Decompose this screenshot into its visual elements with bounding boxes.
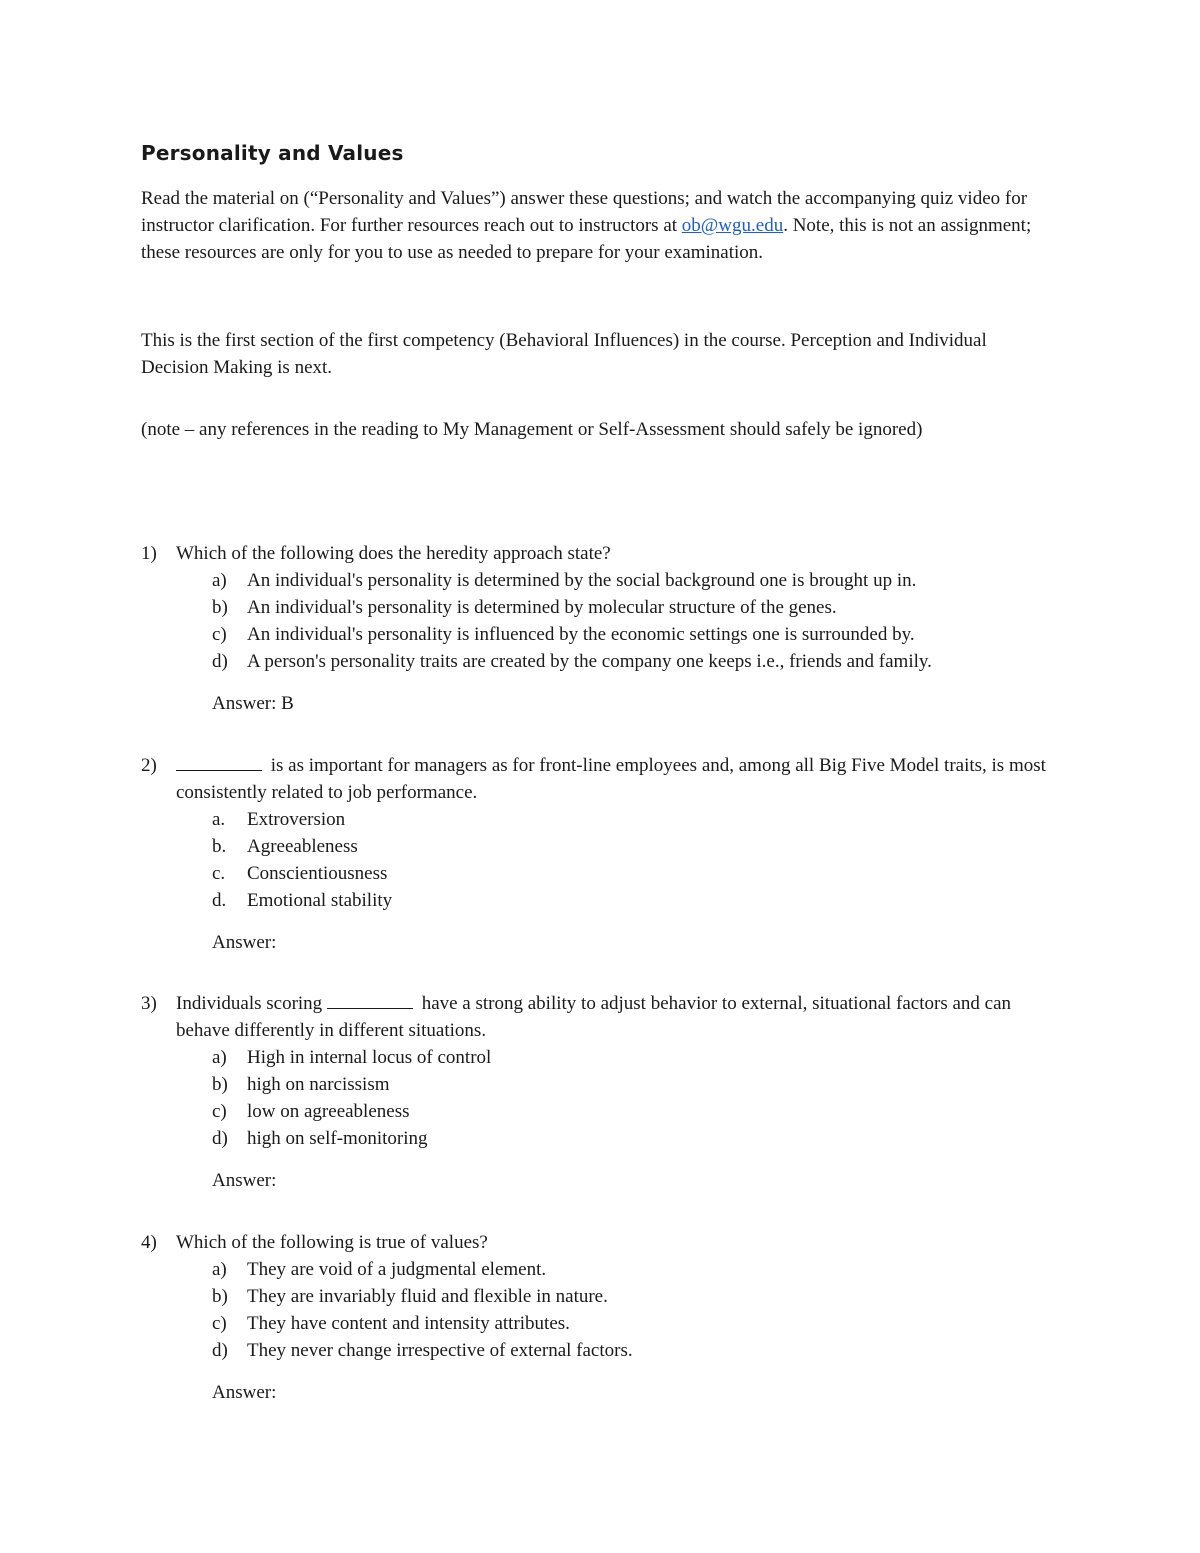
question-stem xyxy=(141,990,1051,1044)
option-text: Conscientiousness xyxy=(247,863,388,884)
question-number: 2) xyxy=(141,755,157,776)
option-c xyxy=(141,621,1051,648)
option-text: high on self-monitoring xyxy=(247,1128,428,1149)
option-c xyxy=(141,1098,1051,1125)
option-letter: c) xyxy=(212,624,227,645)
option-letter: a) xyxy=(212,570,227,591)
intro-text-end: . Note, this is not an assignment; these resources are only for you to use as needed to prepare for your examination. xyxy=(141,215,1032,263)
option-letter: a. xyxy=(212,809,226,830)
option-text: A person's personality traits are created by the company one keeps i.e., friends and family. xyxy=(247,651,932,672)
intro-text-start: Read the material on (“Personality and Values”) answer these questions; and watch the accompanying quiz video for instructor clarification. For further resources reach out to instructors at xyxy=(141,188,1028,236)
option-letter: b. xyxy=(212,836,227,857)
option-b xyxy=(141,594,1051,621)
option-d xyxy=(141,887,1051,914)
question-number: 3) xyxy=(141,993,157,1014)
question-text: is as important for managers as for front-line employees and, among all Big Five Model traits, is most consistently related to job performance. xyxy=(176,755,1046,803)
option-letter: c. xyxy=(212,863,226,884)
question-text: Which of the following does the heredity approach state? xyxy=(176,543,611,564)
option-text: An individual's personality is determined by the social background one is brought up in. xyxy=(247,570,917,591)
option-letter: d. xyxy=(212,890,227,911)
option-letter: c) xyxy=(212,1101,227,1122)
option-a xyxy=(141,1256,1051,1283)
option-letter: b) xyxy=(212,597,228,618)
option-list xyxy=(141,567,1051,675)
option-d xyxy=(141,1337,1051,1364)
question-stem xyxy=(141,752,1051,806)
page-title: Personality and Values xyxy=(141,141,404,165)
option-list xyxy=(141,1256,1051,1364)
option-text: They never change irrespective of external factors. xyxy=(247,1340,633,1361)
question-text-start: Individuals scoring xyxy=(176,993,327,1014)
fill-in-blank xyxy=(327,990,413,1009)
section-note: This is the first section of the first competency (Behavioral Influences) in the course. Perception and Individual Decision Making is next. xyxy=(141,330,987,378)
question-stem xyxy=(141,540,1051,567)
answer-line: Answer: B xyxy=(212,693,294,714)
option-text: They are void of a judgmental element. xyxy=(247,1259,547,1280)
question-4 xyxy=(141,1229,1051,1406)
answer-line: Answer: xyxy=(212,1382,277,1403)
option-text: An individual's personality is determined by molecular structure of the genes. xyxy=(247,597,837,618)
option-letter: d) xyxy=(212,651,228,672)
option-letter: a) xyxy=(212,1259,227,1280)
option-d xyxy=(141,648,1051,675)
option-text: An individual's personality is influenced by the economic settings one is surrounded by. xyxy=(247,624,915,645)
answer-line: Answer: xyxy=(212,1170,277,1191)
option-text: high on narcissism xyxy=(247,1074,390,1095)
option-text: Extroversion xyxy=(247,809,346,830)
option-letter: c) xyxy=(212,1313,227,1334)
option-letter: b) xyxy=(212,1074,228,1095)
option-b xyxy=(141,833,1051,860)
question-number: 4) xyxy=(141,1232,157,1253)
question-1 xyxy=(141,540,1051,717)
option-text: High in internal locus of control xyxy=(247,1047,492,1068)
option-a xyxy=(141,806,1051,833)
option-text: They have content and intensity attributes. xyxy=(247,1313,570,1334)
option-letter: a) xyxy=(212,1047,227,1068)
fill-in-blank xyxy=(176,752,262,771)
option-c xyxy=(141,1310,1051,1337)
option-d xyxy=(141,1125,1051,1152)
question-text: Which of the following is true of values? xyxy=(176,1232,488,1253)
option-b xyxy=(141,1283,1051,1310)
ignore-note: (note – any references in the reading to My Management or Self-Assessment should safely be ignored) xyxy=(141,419,923,440)
question-3 xyxy=(141,990,1051,1194)
option-b xyxy=(141,1071,1051,1098)
option-list xyxy=(141,806,1051,914)
answer-line: Answer: xyxy=(212,932,277,953)
question-stem xyxy=(141,1229,1051,1256)
option-letter: b) xyxy=(212,1286,228,1307)
option-list xyxy=(141,1044,1051,1152)
question-number: 1) xyxy=(141,543,157,564)
question-text-end: have a strong ability to adjust behavior to external, situational factors and can behave differently in different situations. xyxy=(176,993,1012,1041)
intro-paragraph xyxy=(141,185,1041,266)
option-text: Emotional stability xyxy=(247,890,393,911)
option-text: Agreeableness xyxy=(247,836,358,857)
option-a xyxy=(141,1044,1051,1071)
option-letter: d) xyxy=(212,1340,228,1361)
option-a xyxy=(141,567,1051,594)
option-text: They are invariably fluid and flexible in nature. xyxy=(247,1286,608,1307)
option-text: low on agreeableness xyxy=(247,1101,410,1122)
instructor-email-link[interactable]: ob@wgu.edu xyxy=(681,215,784,236)
question-2 xyxy=(141,752,1051,956)
option-letter: d) xyxy=(212,1128,228,1149)
option-c xyxy=(141,860,1051,887)
